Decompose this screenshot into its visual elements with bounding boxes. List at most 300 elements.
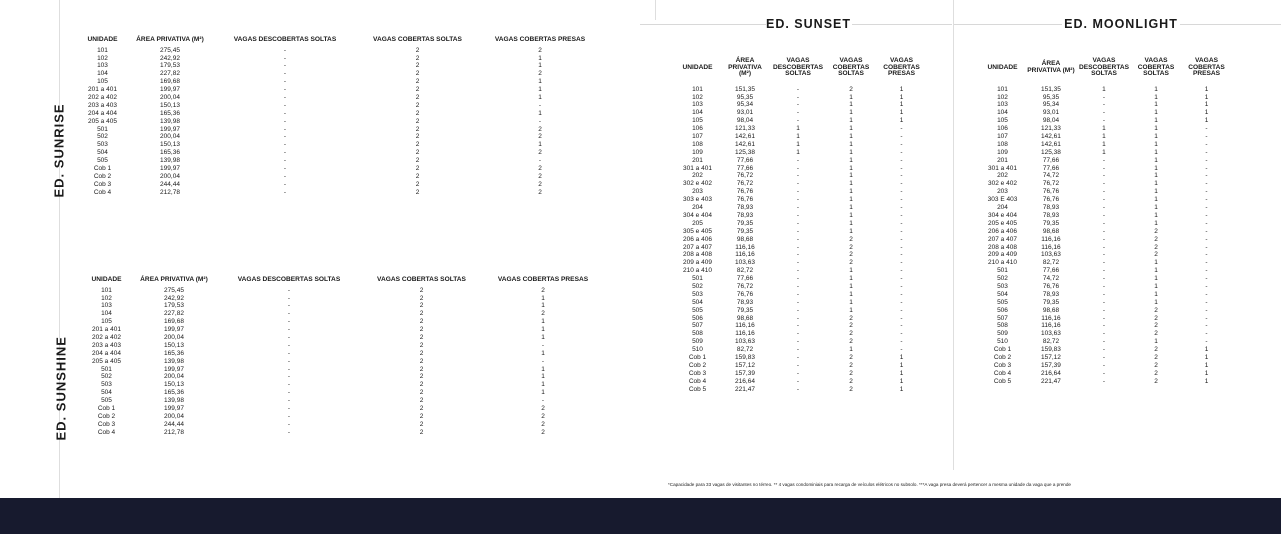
table-cell: - [287, 389, 291, 397]
table-row [980, 228, 1232, 236]
table-cell: - [541, 397, 545, 405]
table-cell: 210 a 410 [683, 267, 712, 275]
table-cell: 244,44 [164, 420, 184, 428]
table-cell: 2 [849, 377, 853, 385]
table-cell: 1 [538, 109, 542, 117]
table-cell: 142,61 [735, 133, 755, 141]
table-row [675, 110, 927, 118]
table-row [80, 102, 600, 110]
table-cell: - [283, 180, 287, 188]
table-cell: 2 [419, 310, 424, 318]
table-cell: - [1102, 235, 1106, 243]
table-cell: 74,72 [1042, 172, 1060, 180]
table-cell: - [287, 302, 291, 310]
table-cell: 200,04 [164, 334, 184, 342]
table-cell: - [283, 94, 287, 102]
table-cell: 2 [538, 46, 542, 54]
table-row [980, 307, 1232, 315]
table-row [980, 118, 1232, 126]
table-row [675, 204, 927, 212]
table-cell: 2 [419, 397, 424, 405]
table-cell: 1 [541, 302, 545, 310]
moonlight-title-rule-left [954, 24, 1062, 25]
table-row [675, 331, 927, 339]
table-cell: - [796, 211, 800, 219]
table-cell: 165,36 [164, 349, 184, 357]
table-cell: 93,01 [736, 109, 754, 117]
table-cell: 2 [538, 180, 542, 188]
table-cell: 98,68 [736, 235, 754, 243]
column-header: ÁREA PRIVATIVA (M²) [1027, 60, 1075, 74]
table-cell: 2 [415, 62, 420, 70]
table-cell: - [900, 275, 903, 283]
table-cell: - [541, 357, 545, 365]
column-header: VAGAS COBERTAS SOLTAS [832, 57, 870, 78]
table-cell: 1 [899, 109, 904, 117]
table-cell: 78,93 [1042, 211, 1060, 219]
table-cell: 303 E 403 [987, 196, 1018, 204]
table-cell: 106 [692, 125, 703, 133]
table-cell: 504 [97, 149, 108, 157]
table-cell: 201 [692, 156, 703, 164]
table-row [84, 374, 602, 382]
moonlight-table [980, 50, 1232, 386]
table-cell: 303 e 403 [683, 196, 712, 204]
table-cell: 2 [419, 302, 424, 310]
table-cell: 151,35 [735, 85, 755, 93]
right-divider [953, 0, 954, 470]
table-row [80, 173, 600, 181]
table-cell: 1 [538, 86, 542, 94]
table-cell: 302 e 402 [683, 180, 712, 188]
table-cell: 103,63 [1041, 330, 1061, 338]
table-cell: - [796, 282, 800, 290]
table-cell: 1 [538, 141, 542, 149]
table-cell: 1 [849, 298, 853, 306]
table-cell: 209 a 409 [988, 251, 1017, 259]
table-cell: 205 a 405 [92, 357, 121, 365]
table-cell: 207 a 407 [988, 235, 1017, 243]
table-cell: 76,76 [736, 290, 754, 298]
table-cell: - [1102, 109, 1106, 117]
table-cell: - [900, 322, 903, 330]
table-cell: 2 [1154, 346, 1158, 354]
table-row [80, 165, 600, 173]
table-cell: - [1102, 219, 1106, 227]
table-cell: 2 [415, 46, 420, 54]
table-cell: 1 [1154, 188, 1158, 196]
table-cell: - [796, 385, 800, 393]
table-row [84, 287, 602, 295]
table-cell: 157,12 [1041, 353, 1061, 361]
table-cell: 103 [997, 101, 1008, 109]
table-cell: 76,76 [1042, 282, 1060, 290]
table-cell: 1 [1154, 148, 1158, 156]
table-cell: 202 a 402 [88, 94, 117, 102]
table-cell: 104 [997, 109, 1008, 117]
table-cell: 108 [997, 140, 1008, 148]
table-cell: 501 [97, 125, 108, 133]
table-cell: 505 [997, 298, 1008, 306]
table-cell: 204 [692, 204, 703, 212]
table-cell: 2 [415, 165, 420, 173]
table-cell: 1 [849, 156, 853, 164]
table-cell: 2 [849, 243, 853, 251]
table-cell: 199,97 [164, 365, 184, 373]
table-cell: 1 [541, 326, 545, 334]
table-cell: 209 a 409 [683, 259, 712, 267]
table-cell: 1 [1154, 211, 1158, 219]
table-cell: 210 a 410 [988, 259, 1017, 267]
table-row [675, 149, 927, 157]
moonlight-title: ED. MOONLIGHT [1064, 17, 1178, 31]
table-row [84, 382, 602, 390]
table-cell: 103,63 [735, 338, 755, 346]
table-cell: 504 [101, 389, 112, 397]
table-cell: - [1205, 180, 1208, 188]
table-cell: 1 [899, 85, 904, 93]
table-cell: 1 [796, 125, 800, 133]
table-cell: 508 [692, 330, 703, 338]
table-cell: 2 [1154, 377, 1158, 385]
table-cell: - [287, 326, 291, 334]
table-cell: 502 [997, 275, 1008, 283]
table-cell: 508 [997, 322, 1008, 330]
table-cell: 507 [692, 322, 703, 330]
table-cell: - [287, 373, 291, 381]
table-row [675, 252, 927, 260]
table-cell: - [900, 346, 903, 354]
table-cell: - [1102, 156, 1106, 164]
table-row [675, 346, 927, 354]
table-row [80, 94, 600, 102]
table-cell: 77,66 [1042, 164, 1060, 172]
column-header: UNIDADE [87, 35, 118, 43]
table-cell: 179,53 [160, 62, 180, 70]
table-cell: 2 [415, 78, 420, 86]
table-cell: - [1102, 93, 1106, 101]
moonlight-title-rule-right [1180, 24, 1281, 25]
table-row [980, 346, 1232, 354]
table-cell: 2 [415, 188, 420, 196]
table-cell: - [283, 54, 287, 62]
sunrise-table [80, 33, 600, 197]
table-cell: 76,72 [736, 282, 754, 290]
table-cell: 2 [849, 314, 853, 322]
table-cell: - [1205, 219, 1208, 227]
table-row [980, 86, 1232, 94]
table-cell: 116,16 [735, 330, 755, 338]
table-cell: - [796, 101, 800, 109]
table-row [980, 378, 1232, 386]
table-row [84, 319, 602, 327]
table-cell: 98,04 [1042, 117, 1060, 125]
table-row [675, 260, 927, 268]
column-header: UNIDADE [91, 275, 122, 283]
table-row [675, 125, 927, 133]
table-cell: 104 [97, 70, 108, 78]
table-cell: 142,61 [1041, 133, 1061, 141]
table-cell: 1 [541, 389, 545, 397]
table-cell: 1 [849, 101, 853, 109]
table-row [675, 307, 927, 315]
sunset-title: ED. SUNSET [766, 17, 852, 31]
table-row [980, 244, 1232, 252]
table-row [980, 196, 1232, 204]
center-divider [655, 0, 656, 20]
table-cell: - [287, 428, 291, 436]
table-cell: Cob 1 [993, 346, 1012, 354]
table-cell: 2 [541, 428, 545, 436]
table-cell: - [1102, 101, 1106, 109]
table-cell: 2 [541, 412, 545, 420]
table-cell: 503 [101, 381, 112, 389]
table-cell: - [287, 334, 291, 342]
table-cell: 1 [849, 148, 853, 156]
table-cell: 502 [101, 373, 112, 381]
table-cell: 2 [1154, 314, 1158, 322]
table-cell: 1 [899, 385, 904, 393]
table-cell: 2 [415, 70, 420, 78]
table-cell: 2 [419, 334, 424, 342]
table-row [980, 141, 1232, 149]
table-cell: - [796, 85, 800, 93]
table-cell: 1 [1154, 290, 1158, 298]
table-cell: - [283, 172, 287, 180]
table-cell: - [283, 188, 287, 196]
table-row [84, 350, 602, 358]
table-cell: 2 [419, 349, 424, 357]
table-cell: 503 [97, 141, 108, 149]
table-row [80, 118, 600, 126]
table-cell: 74,72 [1042, 275, 1060, 283]
table-cell: Cob 1 [688, 353, 707, 361]
table-row [80, 126, 600, 134]
table-row [980, 204, 1232, 212]
table-cell: 202 [692, 172, 703, 180]
table-cell: 2 [849, 338, 853, 346]
table-cell: 1 [1102, 133, 1106, 141]
table-cell: - [1102, 290, 1106, 298]
table-cell: 1 [899, 353, 904, 361]
table-cell: 1 [1154, 204, 1158, 212]
table-cell: 200,04 [160, 133, 180, 141]
table-row [980, 212, 1232, 220]
table-cell: 2 [415, 117, 420, 125]
table-cell: Cob 5 [688, 385, 707, 393]
table-cell: 1 [796, 133, 800, 141]
table-cell: 1 [849, 109, 853, 117]
table-cell: 98,68 [1042, 306, 1060, 314]
table-cell: 505 [101, 397, 112, 405]
table-cell: 221,47 [1041, 377, 1061, 385]
table-row [80, 86, 600, 94]
table-cell: - [1205, 125, 1208, 133]
table-row [980, 94, 1232, 102]
footer-bar [0, 498, 1281, 534]
sunshine-table [84, 273, 602, 437]
table-cell: 165,36 [160, 109, 180, 117]
table-cell: 200,04 [160, 94, 180, 102]
table-cell: 82,72 [736, 346, 754, 354]
table-cell: - [283, 157, 287, 165]
table-row [675, 228, 927, 236]
table-cell: 1 [899, 369, 904, 377]
table-row [980, 149, 1232, 157]
table-cell: 77,66 [736, 156, 754, 164]
table-cell: 199,97 [160, 165, 180, 173]
table-cell: - [1102, 282, 1106, 290]
table-cell: - [1205, 148, 1208, 156]
table-cell: 1 [1154, 338, 1158, 346]
table-cell: 2 [419, 318, 424, 326]
table-cell: 78,93 [736, 298, 754, 306]
table-cell: 203 a 403 [88, 101, 117, 109]
table-cell: 301 a 401 [683, 164, 712, 172]
table-cell: - [900, 243, 903, 251]
table-cell: - [1102, 353, 1106, 361]
table-row [980, 267, 1232, 275]
table-cell: 79,35 [1042, 219, 1060, 227]
table-cell: 202 a 402 [92, 334, 121, 342]
table-cell: 1 [538, 94, 542, 102]
table-cell: 2 [419, 412, 424, 420]
table-row [675, 94, 927, 102]
table-cell: 106 [997, 125, 1008, 133]
table-cell: 1 [796, 148, 800, 156]
table-cell: 2 [849, 259, 853, 267]
table-cell: 2 [1154, 306, 1158, 314]
table-cell: 506 [997, 306, 1008, 314]
table-cell: 125,38 [735, 148, 755, 156]
table-row [675, 299, 927, 307]
table-cell: 116,16 [1041, 243, 1061, 251]
table-cell: 200,04 [160, 172, 180, 180]
table-cell: 502 [97, 133, 108, 141]
table-cell: 1 [541, 294, 545, 302]
table-cell: 503 [997, 282, 1008, 290]
table-cell: 102 [997, 93, 1008, 101]
table-cell: 102 [692, 93, 703, 101]
table-cell: 1 [849, 346, 853, 354]
table-cell: 1 [849, 306, 853, 314]
table-cell: 2 [1154, 369, 1158, 377]
table-cell: 82,72 [1042, 259, 1060, 267]
table-cell: 199,97 [164, 326, 184, 334]
table-cell: 2 [849, 369, 853, 377]
table-cell: 205 a 405 [88, 117, 117, 125]
table-cell: 1 [1204, 346, 1209, 354]
table-cell: - [287, 310, 291, 318]
table-cell: 95,35 [1042, 93, 1060, 101]
table-cell: 103,63 [735, 259, 755, 267]
table-cell: 2 [1154, 227, 1158, 235]
table-cell: - [1102, 330, 1106, 338]
table-cell: 2 [419, 357, 424, 365]
table-row [84, 405, 602, 413]
table-row [675, 173, 927, 181]
table-row [675, 165, 927, 173]
table-cell: 157,39 [735, 369, 755, 377]
table-cell: 1 [1154, 133, 1158, 141]
table-cell: - [1205, 251, 1208, 259]
table-row [980, 362, 1232, 370]
table-cell: 2 [849, 353, 853, 361]
table-cell: 201 [997, 156, 1008, 164]
table-cell: - [1205, 259, 1208, 267]
table-cell: 1 [1102, 85, 1106, 93]
table-cell: 2 [419, 294, 424, 302]
table-row [980, 133, 1232, 141]
table-cell: 2 [415, 86, 420, 94]
column-header: VAGAS DESCOBERTAS SOLTAS [772, 57, 824, 78]
table-cell: 98,68 [1042, 227, 1060, 235]
table-cell: 1 [849, 125, 853, 133]
table-cell: 2 [1154, 235, 1158, 243]
table-cell: 101 [97, 46, 108, 54]
table-cell: 1 [538, 62, 542, 70]
table-cell: 2 [419, 341, 424, 349]
table-row [980, 283, 1232, 291]
table-cell: - [1102, 172, 1106, 180]
table-cell: - [1102, 306, 1106, 314]
table-cell: 244,44 [160, 180, 180, 188]
table-cell: - [796, 180, 800, 188]
table-cell: 216,64 [735, 377, 755, 385]
table-cell: 504 [997, 290, 1008, 298]
table-cell: 121,33 [1041, 125, 1061, 133]
table-cell: - [796, 290, 800, 298]
table-cell: 216,64 [1041, 369, 1061, 377]
table-cell: 1 [1154, 180, 1158, 188]
column-header: ÁREA PRIVATIVA (M²) [136, 35, 204, 43]
table-cell: - [1205, 322, 1208, 330]
table-cell: 509 [692, 338, 703, 346]
table-cell: - [900, 282, 903, 290]
table-row [675, 236, 927, 244]
table-cell: - [287, 412, 291, 420]
table-cell: 1 [849, 172, 853, 180]
table-cell: 157,39 [1041, 361, 1061, 369]
table-cell: 509 [997, 330, 1008, 338]
table-cell: 2 [1154, 243, 1158, 251]
table-cell: 78,93 [736, 211, 754, 219]
table-cell: 1 [1154, 109, 1158, 117]
table-cell: - [1205, 188, 1208, 196]
table-cell: 116,16 [1041, 322, 1061, 330]
table-cell: 199,97 [160, 86, 180, 94]
table-cell: Cob 3 [688, 369, 707, 377]
table-row [84, 429, 602, 437]
table-cell: 179,53 [164, 302, 184, 310]
table-cell: 1 [538, 78, 542, 86]
table-cell: 501 [101, 365, 112, 373]
table-cell: - [1205, 314, 1208, 322]
table-row [980, 173, 1232, 181]
table-cell: 76,76 [736, 188, 754, 196]
table-cell: - [796, 369, 800, 377]
table-cell: 202 [997, 172, 1008, 180]
column-header: VAGAS DESCOBERTAS SOLTAS [1078, 57, 1130, 78]
sunrise-label: ED. SUNRISE [51, 103, 67, 198]
column-header: ÁREA PRIVATIVA (M²) [728, 57, 762, 78]
table-cell: 79,35 [736, 306, 754, 314]
table-cell: 1 [899, 93, 904, 101]
table-cell: 2 [415, 157, 420, 165]
table-row [675, 267, 927, 275]
table-cell: - [538, 101, 542, 109]
table-cell: 503 [692, 290, 703, 298]
